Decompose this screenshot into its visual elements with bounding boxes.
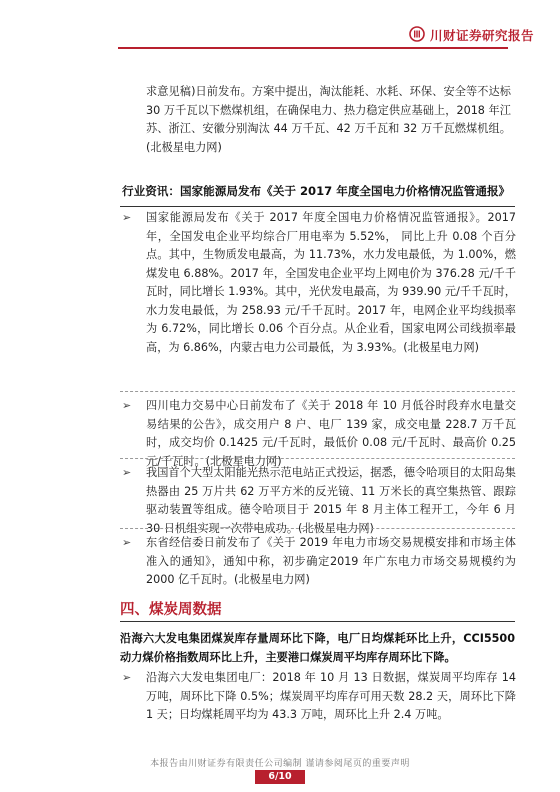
section-heading-coal-weekly: 四、煤炭周数据 [120,602,222,618]
report-series-title: 川财证券研究报告 [430,28,535,43]
header-rule [118,47,508,49]
news-item-solar-thermal-station: 我国首个大型太阳能光热示范电站正式投运，据悉，德令哈项目的太阳岛集热器由 25 万片共 62 万平方米的反光镜、11 万米长的真空集热管、跟踪驱动装置等组成。德令哈项目于 2015 年 8 月主体工程开工，今年 6 月 30 日机组实现一次带电成功。(北极星电力网) [146,466,516,535]
bullet-arrow-icon: ➢ [122,536,132,549]
coal-summary: 沿海六大发电集团煤炭库存量周环比下降，电厂日均煤耗环比上升，CCI5500 动力煤价格指数周环比上升，主要港口煤炭周平均库存周环比下降。 [120,632,515,664]
industry-news-heading: 行业资讯：国家能源局发布《关于 2017 年度全国电力价格情况监管通报》 [122,184,511,198]
chuancai-logo-icon [409,26,425,42]
coal-item-six-power-groups: 沿海六大发电集团电厂：2018 年 10 月 13 日数据，煤炭周平均库存 14 万吨，周环比下降 0.5%；煤炭周平均库存可用天数 28.2 天，周环比下降 1 天；日均煤耗周平均为 43.3 万吨，周环比上升 2.4 万吨。 [146,671,516,721]
bullet-arrow-icon: ➢ [122,399,132,412]
section-rule [120,621,515,622]
page-header [0,22,560,48]
heading-underline [120,206,515,207]
page-number: 6/10 [255,770,305,784]
bullet-arrow-icon: ➢ [122,211,132,224]
footer-disclaimer: 本报告由川财证券有限责任公司编制 谨请参阅尾页的重要声明 [150,759,410,769]
news-item-guangdong-market: 东省经信委日前发布了《关于 2019 年电力市场交易规模安排和市场主体准入的通知》，通知中称，初步确定2019 年广东电力市场交易规模约为2000 亿千瓦时。(北极星电力网) [146,536,516,586]
item-separator [120,391,515,392]
item-separator [120,528,515,529]
bullet-arrow-icon: ➢ [122,671,132,684]
item-separator [120,458,515,459]
intro-paragraph: 求意见稿)日前发布。方案中提出，淘汰能耗、水耗、环保、安全等不达标 30 万千瓦以下燃煤机组，在确保电力、热力稳定供应基础上，2018 年江苏、浙江、安徽分别淘汰 44 万千瓦、42 万千瓦和 32 万千瓦燃煤机组。(北极星电力网) [146,85,511,154]
news-item-energy-price-report: 国家能源局发布《关于 2017 年度全国电力价格情况监管通报》。2017 年，全国发电企业平均综合厂用电率为 5.52%， 同比上升 0.08 个百分点。其中，生物质发电最高，为 11.73%，水力发电最低，为 1.00%，燃煤发电 6.88%。2017 年，全国发电企业平均上网电价为 376.28 元/千千瓦时，同比增长 1.93%。其中，光伏发电最高，为 939.90 元/千千瓦时，水力发电最低，为 258.93 元/千千瓦时。2017 年，电网企业平均线损率为 6.72%，同比增长 0.06 个百分点。从企业看，国家电网公司线损率最高，为 6.86%，内蒙古电力公司最低，为 3.93%。(北极星电力网) [146,211,516,354]
news-item-sichuan-trading: 四川电力交易中心日前发布了《关于 2018 年 10 月低谷时段弃水电量交易结果的公告》，成交用户 8 户、电厂 139 家，成交电量 228.7 万千瓦时，成交均价 0.1425 元/千瓦时，最低价 0.08 元/千瓦时、最高价 0.25 元/千瓦时。(北极星电力网) [146,399,516,468]
bullet-arrow-icon: ➢ [122,466,132,479]
